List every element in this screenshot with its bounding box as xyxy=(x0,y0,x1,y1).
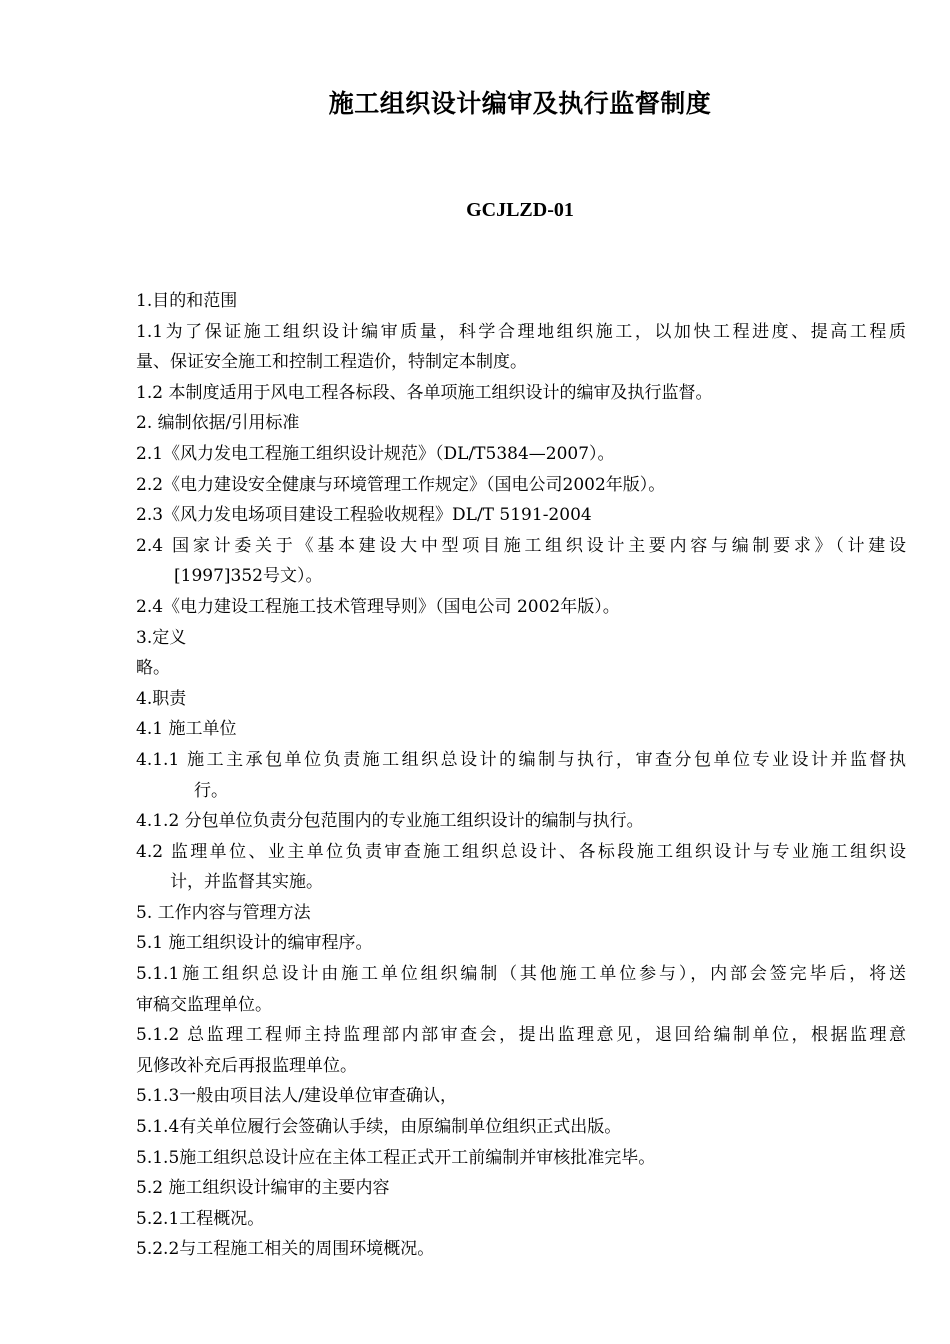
paragraph-line: 1.2 本制度适用于风电工程各标段、各单项施工组织设计的编审及执行监督。 xyxy=(136,382,713,403)
paragraph-continuation: 行。 xyxy=(194,780,228,801)
document-title: 施工组织设计编审及执行监督制度 xyxy=(328,89,712,118)
paragraph-line: 5.1.3一般由项目法人/建设单位审查确认， xyxy=(136,1086,457,1107)
reference-item-continuation: [1997]352号文）。 xyxy=(174,566,323,587)
reference-item: 2.1《风力发电工程施工组织设计规范》（DL/T5384—2007）。 xyxy=(136,443,615,464)
section-heading: 3.定义 xyxy=(136,627,187,648)
reference-item: 2.2《电力建设安全健康与环境管理工作规定》（国电公司2002年版）。 xyxy=(136,474,666,495)
reference-item: 2.4《电力建设工程施工技术管理导则》（国电公司 2002年版）。 xyxy=(136,596,620,617)
section-heading: 2. 编制依据/引用标准 xyxy=(136,413,300,434)
section-heading: 5. 工作内容与管理方法 xyxy=(136,902,311,923)
paragraph-continuation: 计，并监督其实施。 xyxy=(170,872,323,893)
subsection-heading: 4.1 施工单位 xyxy=(136,719,237,740)
paragraph-line: 5.1.4有关单位履行会签确认手续，由原编制单位组织正式出版。 xyxy=(136,1117,622,1138)
paragraph-line: 5.1.2 总监理工程师主持监理部内部审查会，提出监理意见，退回给编制单位，根据监理意 xyxy=(136,1025,906,1046)
section-heading: 4.职责 xyxy=(136,688,187,709)
paragraph-line: 5.2.2与工程施工相关的周围环境概况。 xyxy=(136,1239,435,1260)
paragraph-line: 5.1.5施工组织总设计应在主体工程正式开工前编制并审核批准完毕。 xyxy=(136,1147,656,1168)
paragraph-line: 1.1为了保证施工组织设计编审质量，科学合理地组织施工，以加快工程进度、提高工程质 xyxy=(136,321,906,342)
paragraph-line: 审稿交监理单位。 xyxy=(136,994,272,1015)
paragraph-line: 见修改补充后再报监理单位。 xyxy=(136,1055,357,1076)
paragraph-line: 4.1.2 分包单位负责分包范围内的专业施工组织设计的编制与执行。 xyxy=(136,811,644,832)
reference-item: 2.4 国家计委关于《基本建设大中型项目施工组织设计主要内容与编制要求》（计建设 xyxy=(136,535,906,556)
document-body xyxy=(136,286,906,1265)
subsection-heading: 5.1 施工组织设计的编审程序。 xyxy=(136,933,373,954)
paragraph-line: 量、保证安全施工和控制工程造价，特制定本制度。 xyxy=(136,352,527,373)
document-code: GCJLZD-01 xyxy=(466,199,574,221)
section-heading: 1.目的和范围 xyxy=(136,291,238,311)
reference-item: 2.3《风力发电场项目建设工程验收规程》DL/T 5191-2004 xyxy=(136,505,592,526)
paragraph-line: 4.1.1 施工主承包单位负责施工组织总设计的编制与执行，审查分包单位专业设计并监督执 xyxy=(136,749,906,770)
paragraph-line: 5.2.1工程概况。 xyxy=(136,1208,265,1229)
paragraph-line: 略。 xyxy=(136,658,170,679)
paragraph-line: 4.2 监理单位、业主单位负责审查施工组织总设计、各标段施工组织设计与专业施工组织设 xyxy=(136,841,906,862)
paragraph-line: 5.1.1施工组织总设计由施工单位组织编制（其他施工单位参与），内部会签完毕后，将送 xyxy=(136,964,906,985)
subsection-heading: 5.2 施工组织设计编审的主要内容 xyxy=(136,1178,390,1199)
